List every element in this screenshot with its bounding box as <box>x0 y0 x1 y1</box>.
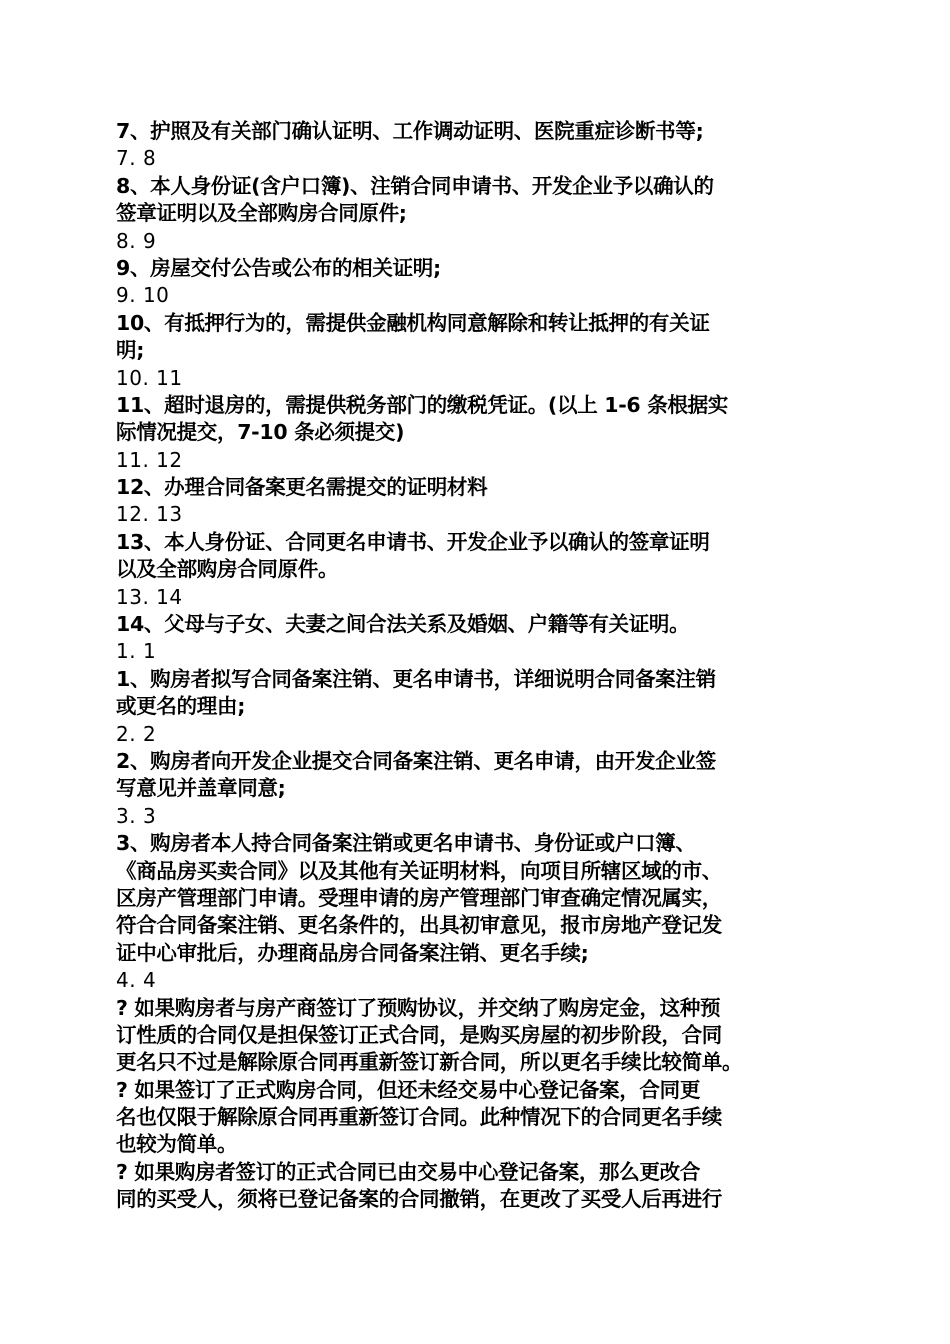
text-line: 10、有抵押行为的，需提供金融机构同意解除和转让抵押的有关证 <box>116 310 710 335</box>
text-line: 3、购房者本人持合同备案注销或更名申请书、身份证或户口簿、 <box>116 831 696 856</box>
text-line: ? 如果购房者签订的正式合同已由交易中心登记备案，那么更改合 <box>116 1159 701 1184</box>
line-number: 7. 8 <box>116 146 157 171</box>
text-line: 2、购房者向开发企业提交合同备案注销、更名申请，由开发企业签 <box>116 748 716 773</box>
text-line: 13、本人身份证、合同更名申请书、开发企业予以确认的签章证明 <box>116 529 710 554</box>
line-number: 2. 2 <box>116 721 157 746</box>
text-line: 也较为简单。 <box>116 1132 238 1157</box>
text-line: 订性质的合同仅是担保签订正式合同，是购买房屋的初步阶段，合同 <box>116 1022 722 1047</box>
text-line: 际情况提交，7-10 条必须提交) <box>116 420 405 445</box>
text-line: 更名只不过是解除原合同再重新签订新合同，所以更名手续比较简单。 <box>116 1050 743 1075</box>
text-line: 1、购房者拟写合同备案注销、更名申请书，详细说明合同备案注销 <box>116 666 716 691</box>
document-body <box>116 118 840 1214</box>
text-line: 写意见并盖章同意; <box>116 776 286 801</box>
line-number: 12. 13 <box>116 502 183 527</box>
text-line: 区房产管理部门申请。受理申请的房产管理部门审查确定情况属实， <box>116 885 722 910</box>
text-line: 9、房屋交付公告或公布的相关证明; <box>116 255 441 280</box>
line-number: 11. 12 <box>116 447 183 472</box>
line-number: 1. 1 <box>116 639 157 664</box>
text-line: 《商品房买卖合同》以及其他有关证明材料，向项目所辖区域的市、 <box>116 858 722 883</box>
line-number: 3. 3 <box>116 803 157 828</box>
text-line: 名也仅限于解除原合同再重新签订合同。此种情况下的合同更名手续 <box>116 1105 722 1130</box>
text-line: 12、办理合同备案更名需提交的证明材料 <box>116 475 488 500</box>
text-line: 或更名的理由; <box>116 694 246 719</box>
text-line: 以及全部购房合同原件。 <box>116 557 339 582</box>
text-line: ? 如果签订了正式购房合同，但还未经交易中心登记备案，合同更 <box>116 1077 701 1102</box>
text-line: 签章证明以及全部购房合同原件; <box>116 201 407 226</box>
line-number: 8. 9 <box>116 228 157 253</box>
line-number: 10. 11 <box>116 365 183 390</box>
text-line: 证中心审批后，办理商品房合同备案注销、更名手续; <box>116 940 589 965</box>
text-line: 8、本人身份证(含户口簿)、注销合同申请书、开发企业予以确认的 <box>116 173 714 198</box>
line-number: 9. 10 <box>116 283 170 308</box>
text-line: 11、超时退房的，需提供税务部门的缴税凭证。(以上 1-6 条根据实 <box>116 392 729 417</box>
text-line: 同的买受人，须将已登记备案的合同撤销，在更改了买受人后再进行 <box>116 1187 722 1212</box>
line-number: 4. 4 <box>116 968 157 993</box>
line-number: 13. 14 <box>116 584 183 609</box>
text-line: 符合合同备案注销、更名条件的，出具初审意见，报市房地产登记发 <box>116 913 722 938</box>
text-line: 7、护照及有关部门确认证明、工作调动证明、医院重症诊断书等; <box>116 119 704 143</box>
text-line: ? 如果购房者与房产商签订了预购协议，并交纳了购房定金，这种预 <box>116 995 721 1020</box>
text-line: 14、父母与子女、夫妻之间合法关系及婚姻、户籍等有关证明。 <box>116 612 690 637</box>
text-line: 明; <box>116 338 145 363</box>
